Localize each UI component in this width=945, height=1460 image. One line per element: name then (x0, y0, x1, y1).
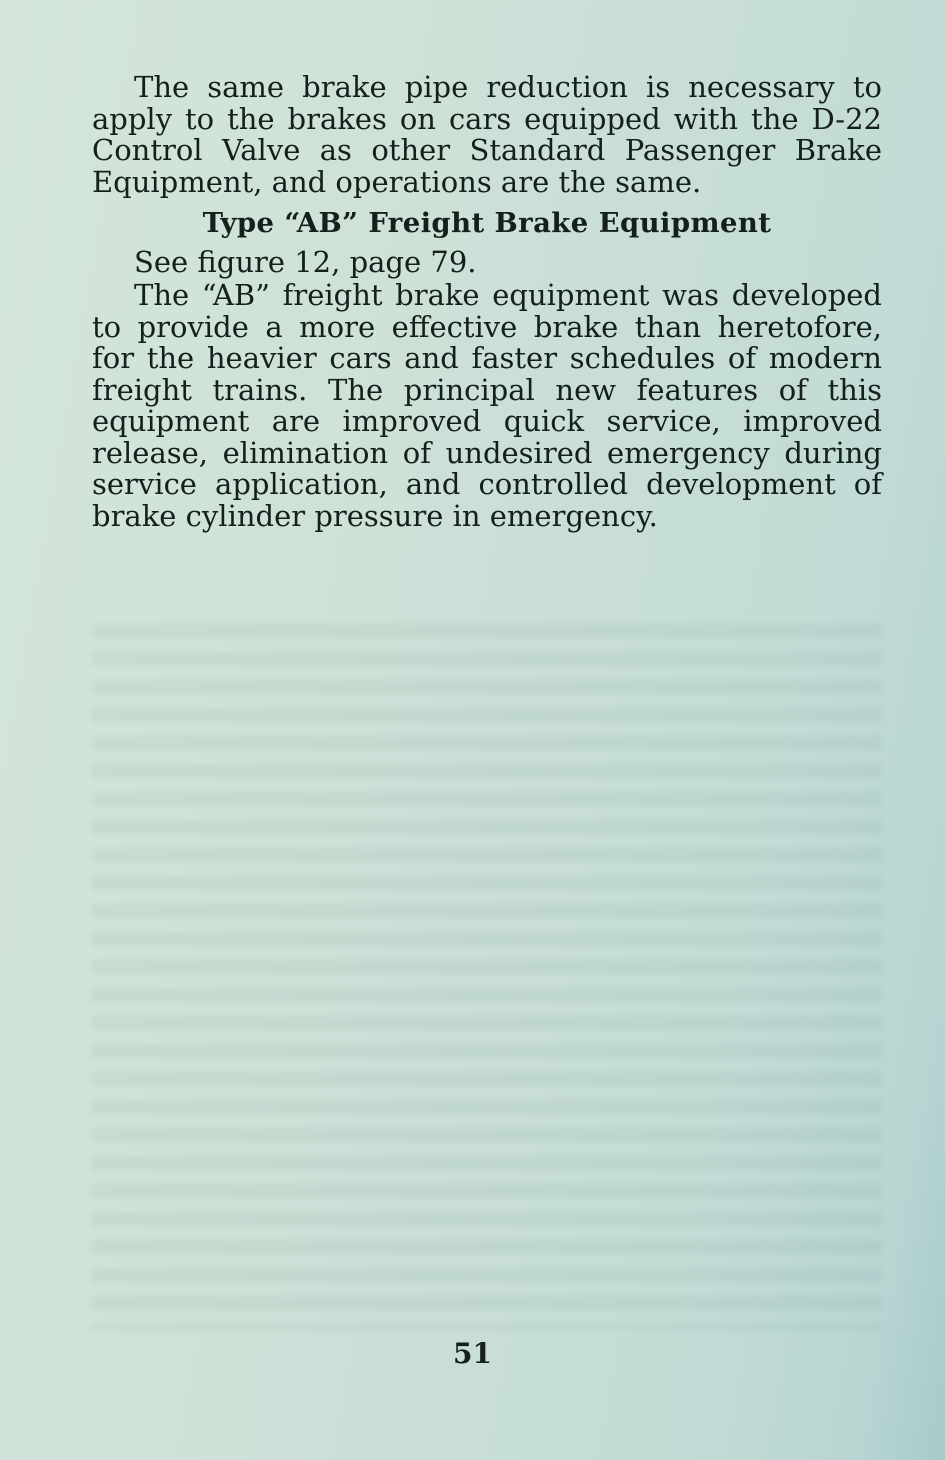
page-text (92, 72, 882, 532)
reverse-side-show-through (92, 610, 882, 1330)
page-number: 51 (453, 1337, 492, 1370)
section-heading: Type “AB” Freight Brake Equipment (202, 207, 772, 239)
figure-reference: See figure 12, page 79. (134, 245, 477, 279)
paragraph-d22-control-valve: The same brake pipe reduction is necessary to apply to the brakes on cars equipped with the D-22 Control Valve as other Standard Passenger Brake Equipment, and operations are the same. (92, 70, 882, 199)
paragraph-ab-freight-brake: The “AB” freight brake equipment was developed to provide a more effective brake than heretofore, for the heavier cars and faster schedules of modern freight trains. The principal new features of this equipment are improved quick service, improved release, elimination of undesired emergency during service application, and controlled development of brake cylinder pressure in emergency. (92, 278, 882, 533)
